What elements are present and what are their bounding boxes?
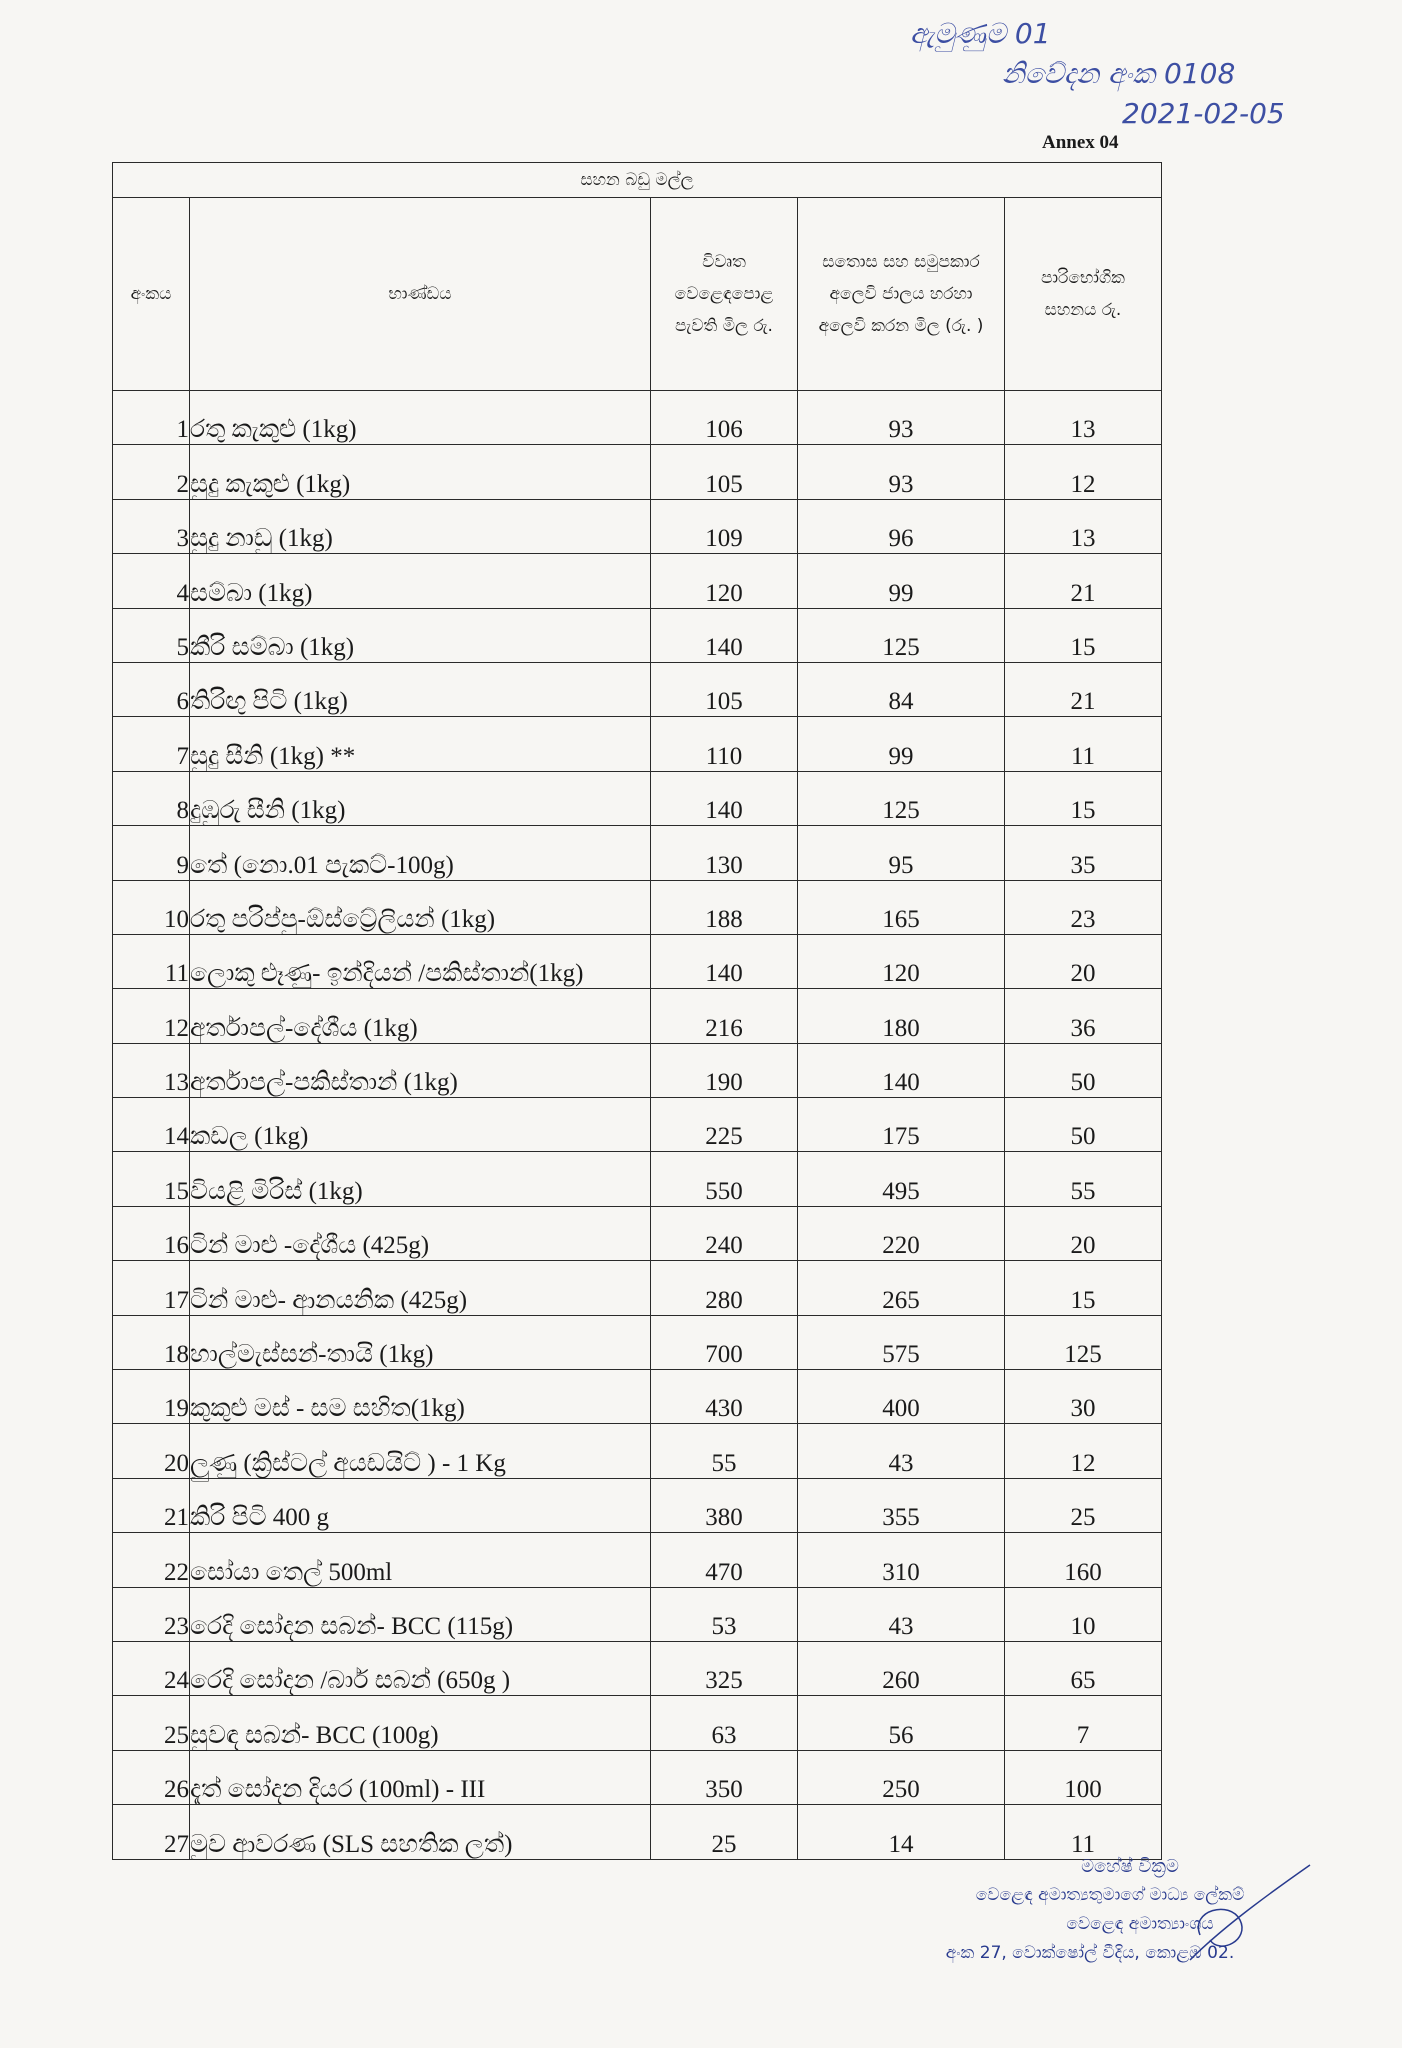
row-open-market-price: 110 [651, 717, 798, 771]
row-sathosa-price: 120 [798, 934, 1005, 988]
row-item-name: තිරිඟු පිටි (1kg) [190, 662, 651, 716]
row-consumer-relief: 7 [1005, 1696, 1162, 1750]
row-open-market-price: 380 [651, 1478, 798, 1532]
row-consumer-relief: 25 [1005, 1478, 1162, 1532]
row-consumer-relief: 20 [1005, 1206, 1162, 1260]
row-item-name: ටින් මාළු- ආනයනික (425g) [190, 1261, 651, 1315]
header-sathosa-price [798, 198, 1005, 391]
row-number: 16 [113, 1206, 190, 1260]
row-item-name: ටින් මාළු -දේශීය (425g) [190, 1206, 651, 1260]
row-number: 7 [113, 717, 190, 771]
row-open-market-price: 105 [651, 445, 798, 499]
row-open-market-price: 470 [651, 1533, 798, 1587]
row-sathosa-price: 260 [798, 1641, 1005, 1695]
row-number: 17 [113, 1261, 190, 1315]
row-consumer-relief: 13 [1005, 499, 1162, 553]
row-number: 27 [113, 1805, 190, 1859]
table-row [113, 608, 1162, 662]
row-consumer-relief: 15 [1005, 771, 1162, 825]
row-sathosa-price: 175 [798, 1098, 1005, 1152]
table-row [113, 554, 1162, 608]
row-open-market-price: 325 [651, 1641, 798, 1695]
row-open-market-price: 109 [651, 499, 798, 553]
header-open-market-price [651, 198, 798, 391]
row-item-name: සුදු නාඩු (1kg) [190, 499, 651, 553]
table-row [113, 1043, 1162, 1097]
row-item-name: දැත් සෝදන දියර (100ml) - III [190, 1750, 651, 1804]
row-open-market-price: 25 [651, 1805, 798, 1859]
table-row [113, 1696, 1162, 1750]
table-row [113, 391, 1162, 445]
annex-label: Annex 04 [1042, 132, 1119, 153]
row-consumer-relief: 30 [1005, 1370, 1162, 1424]
row-open-market-price: 225 [651, 1098, 798, 1152]
signatory-address: අංක 27, වොක්ෂෝල් වීදිය, කොළඹ 02. [945, 1943, 1235, 1963]
row-sathosa-price: 84 [798, 662, 1005, 716]
row-open-market-price: 700 [651, 1315, 798, 1369]
row-item-name: රෙදි සෝදන සබන්- BCC (115g) [190, 1587, 651, 1641]
row-item-name: වියළි මිරිස් (1kg) [190, 1152, 651, 1206]
row-open-market-price: 550 [651, 1152, 798, 1206]
row-number: 22 [113, 1533, 190, 1587]
row-item-name: සුදු සීනි (1kg) ** [190, 717, 651, 771]
row-consumer-relief: 23 [1005, 880, 1162, 934]
header-item: භාණ්ඩය [190, 198, 651, 391]
row-number: 18 [113, 1315, 190, 1369]
row-sathosa-price: 56 [798, 1696, 1005, 1750]
row-sathosa-price: 140 [798, 1043, 1005, 1097]
header-no: අංකය [113, 198, 190, 391]
row-item-name: කුකුළු මස් - සම සහිත(1kg) [190, 1370, 651, 1424]
row-number: 4 [113, 554, 190, 608]
row-consumer-relief: 160 [1005, 1533, 1162, 1587]
row-item-name: සෝයා තෙල් 500ml [190, 1533, 651, 1587]
table-row [113, 771, 1162, 825]
row-consumer-relief: 15 [1005, 1261, 1162, 1315]
row-sathosa-price: 265 [798, 1261, 1005, 1315]
row-sathosa-price: 575 [798, 1315, 1005, 1369]
row-consumer-relief: 125 [1005, 1315, 1162, 1369]
table-row [113, 1261, 1162, 1315]
row-sathosa-price: 250 [798, 1750, 1005, 1804]
header-consumer-relief [1005, 198, 1162, 391]
row-item-name: මුව ආවරණ (SLS සහතික ලත්) [190, 1805, 651, 1859]
row-item-name: කඩල (1kg) [190, 1098, 651, 1152]
row-open-market-price: 55 [651, 1424, 798, 1478]
row-consumer-relief: 13 [1005, 391, 1162, 445]
handnote-line-3: 2021-02-05 [1122, 97, 1285, 130]
row-sathosa-price: 310 [798, 1533, 1005, 1587]
row-sathosa-price: 125 [798, 771, 1005, 825]
row-number: 26 [113, 1750, 190, 1804]
row-number: 1 [113, 391, 190, 445]
handnote-line-2: නිවේදන අංක 0108 [1002, 57, 1236, 90]
row-item-name: රතු පරිප්පු-ඕස්ට්‍රේලියන් (1kg) [190, 880, 651, 934]
row-consumer-relief: 55 [1005, 1152, 1162, 1206]
row-open-market-price: 280 [651, 1261, 798, 1315]
row-consumer-relief: 15 [1005, 608, 1162, 662]
header-sathosa-text: සතොස සහ සමුපකාර අලෙවි ජාලය හරහා අලෙවි කරන මිල (රු. ) [818, 252, 984, 336]
table-row [113, 499, 1162, 553]
row-consumer-relief: 36 [1005, 989, 1162, 1043]
row-consumer-relief: 50 [1005, 1098, 1162, 1152]
row-consumer-relief: 10 [1005, 1587, 1162, 1641]
row-number: 21 [113, 1478, 190, 1532]
row-open-market-price: 188 [651, 880, 798, 934]
row-consumer-relief: 50 [1005, 1043, 1162, 1097]
table-row [113, 1370, 1162, 1424]
row-number: 19 [113, 1370, 190, 1424]
row-sathosa-price: 220 [798, 1206, 1005, 1260]
row-number: 9 [113, 826, 190, 880]
row-item-name: අර්තාපල්-දේශීය (1kg) [190, 989, 651, 1043]
row-sathosa-price: 93 [798, 391, 1005, 445]
table-title-row [113, 163, 1162, 198]
row-sathosa-price: 180 [798, 989, 1005, 1043]
row-item-name: හාල්මැස්සන්-තායි (1kg) [190, 1315, 651, 1369]
table-row [113, 1315, 1162, 1369]
row-number: 20 [113, 1424, 190, 1478]
row-number: 15 [113, 1152, 190, 1206]
row-item-name: සුදු කැකුළු (1kg) [190, 445, 651, 499]
table-row [113, 826, 1162, 880]
table-row [113, 1587, 1162, 1641]
row-open-market-price: 106 [651, 391, 798, 445]
row-sathosa-price: 14 [798, 1805, 1005, 1859]
row-number: 13 [113, 1043, 190, 1097]
row-number: 24 [113, 1641, 190, 1695]
row-consumer-relief: 65 [1005, 1641, 1162, 1695]
table-row [113, 989, 1162, 1043]
row-consumer-relief: 21 [1005, 554, 1162, 608]
row-open-market-price: 105 [651, 662, 798, 716]
row-sathosa-price: 43 [798, 1424, 1005, 1478]
table-row [113, 1805, 1162, 1859]
table-row [113, 1424, 1162, 1478]
signatory-title: වෙළෙඳ අමාත්‍යතුමාගේ මාධ්‍ය ලේකම් [975, 1885, 1245, 1905]
row-item-name: සුවඳ සබන්- BCC (100g) [190, 1696, 651, 1750]
row-number: 12 [113, 989, 190, 1043]
row-open-market-price: 190 [651, 1043, 798, 1097]
table-row [113, 880, 1162, 934]
row-number: 11 [113, 934, 190, 988]
row-number: 8 [113, 771, 190, 825]
row-consumer-relief: 11 [1005, 717, 1162, 771]
row-item-name: ලුණු (ක්‍රිස්ටල් අයඩයිට් ) - 1 Kg [190, 1424, 651, 1478]
row-sathosa-price: 355 [798, 1478, 1005, 1532]
signature-block [900, 1852, 1320, 1968]
row-consumer-relief: 35 [1005, 826, 1162, 880]
row-number: 3 [113, 499, 190, 553]
table-row [113, 1641, 1162, 1695]
table-row [113, 1098, 1162, 1152]
row-open-market-price: 430 [651, 1370, 798, 1424]
row-consumer-relief: 100 [1005, 1750, 1162, 1804]
row-number: 14 [113, 1098, 190, 1152]
row-number: 5 [113, 608, 190, 662]
row-open-market-price: 140 [651, 608, 798, 662]
row-open-market-price: 53 [651, 1587, 798, 1641]
row-consumer-relief: 12 [1005, 445, 1162, 499]
row-sathosa-price: 495 [798, 1152, 1005, 1206]
handnote-line-1: ඇමුණුම 01 [910, 17, 1051, 50]
row-item-name: ලොකු ළූණු- ඉන්දියන් /පකිස්තාන්(1kg) [190, 934, 651, 988]
table-row [113, 445, 1162, 499]
table-row [113, 662, 1162, 716]
row-sathosa-price: 93 [798, 445, 1005, 499]
row-sathosa-price: 96 [798, 499, 1005, 553]
row-sathosa-price: 95 [798, 826, 1005, 880]
signatory-name: මහේෂ් වික්‍රම [1081, 1856, 1179, 1877]
row-open-market-price: 120 [651, 554, 798, 608]
table-row [113, 1478, 1162, 1532]
table-row [113, 1533, 1162, 1587]
price-table [112, 162, 1162, 1860]
signatory-ministry: වෙළෙඳ අමාත්‍යාංශය [1066, 1914, 1214, 1934]
row-item-name: සම්බා (1kg) [190, 554, 651, 608]
row-sathosa-price: 43 [798, 1587, 1005, 1641]
table-row [113, 1206, 1162, 1260]
header-open-market-text: විවෘත වෙළෙඳපොළ පැවති මිල රු. [674, 252, 774, 336]
row-item-name: දුඹුරු සීනි (1kg) [190, 771, 651, 825]
row-consumer-relief: 12 [1005, 1424, 1162, 1478]
row-sathosa-price: 99 [798, 717, 1005, 771]
row-number: 23 [113, 1587, 190, 1641]
table-row [113, 1152, 1162, 1206]
table-row [113, 934, 1162, 988]
row-number: 10 [113, 880, 190, 934]
row-open-market-price: 240 [651, 1206, 798, 1260]
row-open-market-price: 140 [651, 934, 798, 988]
row-item-name: රතු කැකුළු (1kg) [190, 391, 651, 445]
table-title: සහන බඩු මල්ල [113, 163, 1162, 198]
header-relief-text: පාරිභෝගික සහනය රු. [1041, 268, 1125, 320]
row-sathosa-price: 165 [798, 880, 1005, 934]
row-number: 2 [113, 445, 190, 499]
row-item-name: තේ (නො.01 පැකට්-100g) [190, 826, 651, 880]
row-open-market-price: 63 [651, 1696, 798, 1750]
table-row [113, 1750, 1162, 1804]
table-row [113, 717, 1162, 771]
row-open-market-price: 130 [651, 826, 798, 880]
row-number: 25 [113, 1696, 190, 1750]
row-item-name: කිරි පිටි 400 g [190, 1478, 651, 1532]
row-number: 6 [113, 662, 190, 716]
row-sathosa-price: 125 [798, 608, 1005, 662]
row-open-market-price: 350 [651, 1750, 798, 1804]
table-header-row [113, 198, 1162, 391]
row-item-name: අර්තාපල්-පකිස්තාන් (1kg) [190, 1043, 651, 1097]
row-consumer-relief: 11 [1005, 1805, 1162, 1859]
row-consumer-relief: 21 [1005, 662, 1162, 716]
row-open-market-price: 140 [651, 771, 798, 825]
row-consumer-relief: 20 [1005, 934, 1162, 988]
row-item-name: රෙදි සෝදන /බාර් සබන් (650g ) [190, 1641, 651, 1695]
handwritten-annotation [872, 14, 1292, 134]
row-item-name: කීරි සම්බා (1kg) [190, 608, 651, 662]
row-sathosa-price: 99 [798, 554, 1005, 608]
row-sathosa-price: 400 [798, 1370, 1005, 1424]
row-open-market-price: 216 [651, 989, 798, 1043]
